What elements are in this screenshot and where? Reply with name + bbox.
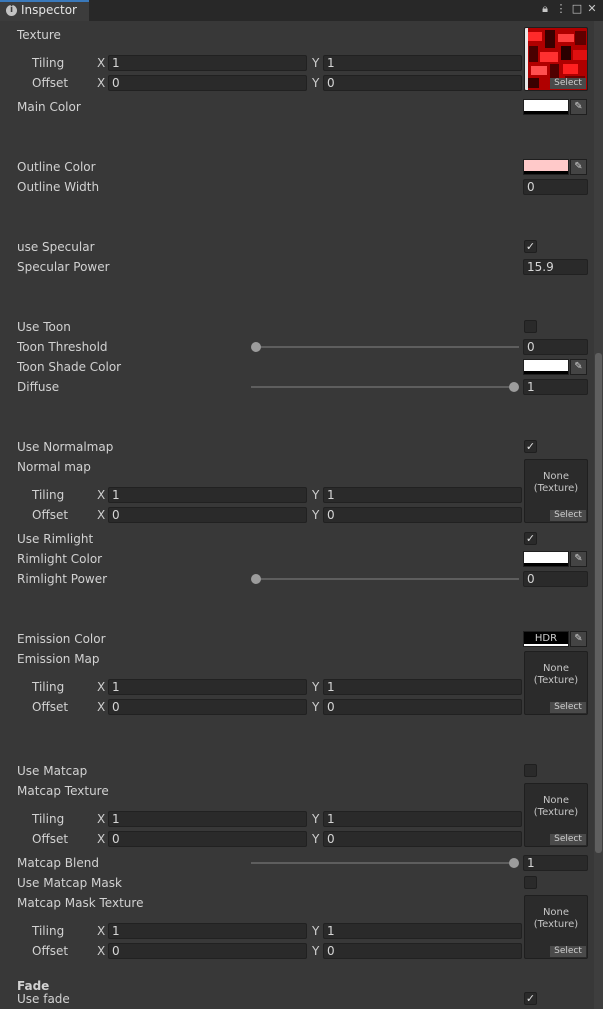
main-color-swatch[interactable]: [523, 99, 569, 115]
eyedropper-icon[interactable]: ✎: [570, 159, 587, 175]
use-specular-label: use Specular: [17, 240, 95, 254]
toon-threshold-field[interactable]: 0: [523, 339, 588, 355]
alpha-bar: [524, 171, 568, 174]
matcap-tiling-y-field[interactable]: 1: [323, 811, 522, 827]
toon-shade-color-label: Toon Shade Color: [17, 360, 122, 374]
vertical-scrollbar[interactable]: [594, 21, 603, 1009]
use-matcap-label: Use Matcap: [17, 764, 88, 778]
axis-y-label: Y: [312, 508, 320, 522]
axis-x-label: X: [97, 56, 106, 70]
matcap-mask-texture-slot[interactable]: [524, 895, 588, 959]
alpha-bar: [524, 563, 568, 566]
diffuse-slider-thumb[interactable]: [509, 382, 519, 392]
use-matcap-mask-label: Use Matcap Mask: [17, 876, 122, 890]
tiling-label: Tiling: [32, 924, 65, 938]
alpha-bar: [524, 111, 568, 114]
emission-tiling-x-field[interactable]: 1: [108, 679, 307, 695]
emission-offset-x-field[interactable]: 0: [108, 699, 307, 715]
none-texture-text: [525, 907, 587, 931]
matcap-blend-slider-thumb[interactable]: [509, 858, 519, 868]
texture-tiling-x-field[interactable]: 1: [108, 55, 307, 71]
scrollbar-thumb[interactable]: [595, 353, 602, 853]
none-texture-text: [525, 795, 587, 819]
axis-x-label: X: [97, 832, 106, 846]
none-texture-line: None (Texture): [533, 471, 579, 494]
offset-label: Offset: [32, 700, 69, 714]
eyedropper-icon[interactable]: ✎: [570, 359, 587, 375]
toon-threshold-slider-track[interactable]: [256, 346, 519, 348]
emission-map-label: Emission Map: [17, 652, 100, 666]
use-fade-label: Use fade: [17, 992, 70, 1006]
tab-inspector[interactable]: [0, 0, 89, 21]
main-color-label: Main Color: [17, 100, 81, 114]
use-toon-label: Use Toon: [17, 320, 71, 334]
eyedropper-icon[interactable]: ✎: [570, 631, 587, 647]
matcap-tiling-x-field[interactable]: 1: [108, 811, 307, 827]
matcap-blend-label: Matcap Blend: [17, 856, 99, 870]
axis-y-label: Y: [312, 56, 320, 70]
alpha-bar: [524, 644, 568, 646]
axis-x-label: X: [97, 508, 106, 522]
offset-label: Offset: [32, 832, 69, 846]
hdr-label: HDR: [534, 633, 558, 644]
specular-power-label: Specular Power: [17, 260, 110, 274]
axis-y-label: Y: [312, 488, 320, 502]
texture-offset-y-field[interactable]: 0: [323, 75, 522, 91]
fade-header: Fade: [17, 979, 50, 993]
tiling-label: Tiling: [32, 488, 65, 502]
axis-x-label: X: [97, 76, 106, 90]
texture-select-button[interactable]: Select: [550, 78, 586, 89]
toon-shade-color-swatch[interactable]: [523, 359, 569, 375]
matcap-offset-y-field[interactable]: 0: [323, 831, 522, 847]
offset-label: Offset: [32, 508, 69, 522]
normalmap-offset-x-field[interactable]: 0: [108, 507, 307, 523]
toon-threshold-label: Toon Threshold: [17, 340, 108, 354]
toon-threshold-slider-thumb[interactable]: [251, 342, 261, 352]
rimlight-power-field[interactable]: 0: [523, 571, 588, 587]
offset-label: Offset: [32, 76, 69, 90]
emission-map-texture-slot[interactable]: [524, 651, 588, 715]
axis-x-label: X: [97, 812, 106, 826]
none-texture-line: None (Texture): [533, 663, 579, 686]
close-icon[interactable]: ✕: [587, 2, 597, 15]
use-matcap-checkbox[interactable]: [524, 764, 537, 777]
texture-thumbnail[interactable]: [524, 27, 588, 91]
texture-offset-x-field[interactable]: 0: [108, 75, 307, 91]
axis-y-label: Y: [312, 76, 320, 90]
none-texture-text: [525, 663, 587, 687]
outline-color-swatch[interactable]: [523, 159, 569, 175]
eyedropper-icon[interactable]: ✎: [570, 551, 587, 567]
tab-bar: [0, 0, 603, 21]
outline-width-field[interactable]: 0: [523, 179, 588, 195]
emission-map-select-button[interactable]: Select: [550, 702, 586, 713]
matcap-blend-field[interactable]: 1: [523, 855, 588, 871]
maximize-icon[interactable]: □: [571, 2, 583, 15]
rimlight-color-label: Rimlight Color: [17, 552, 103, 566]
texture-tiling-y-field[interactable]: 1: [323, 55, 522, 71]
use-specular-checkbox[interactable]: ✓: [525, 240, 536, 253]
axis-x-label: X: [97, 488, 106, 502]
axis-x-label: X: [97, 924, 106, 938]
normal-map-select-button[interactable]: Select: [550, 510, 586, 521]
matcap-blend-slider-track[interactable]: [251, 862, 514, 864]
diffuse-field[interactable]: 1: [523, 379, 588, 395]
axis-y-label: Y: [312, 924, 320, 938]
axis-y-label: Y: [312, 832, 320, 846]
diffuse-label: Diffuse: [17, 380, 60, 394]
emission-tiling-y-field[interactable]: 1: [323, 679, 522, 695]
axis-x-label: X: [97, 700, 106, 714]
matcap-mask-tiling-x-field[interactable]: 1: [108, 923, 307, 939]
axis-y-label: Y: [312, 680, 320, 694]
use-normalmap-label: Use Normalmap: [17, 440, 114, 454]
outline-color-label: Outline Color: [17, 160, 96, 174]
axis-x-label: X: [97, 944, 106, 958]
emission-offset-y-field[interactable]: 0: [323, 699, 522, 715]
matcap-offset-x-field[interactable]: 0: [108, 831, 307, 847]
use-rimlight-checkbox[interactable]: ✓: [525, 532, 536, 545]
emission-color-swatch[interactable]: [523, 631, 569, 647]
use-normalmap-checkbox[interactable]: ✓: [525, 440, 536, 453]
tab-title: Inspector: [21, 3, 77, 17]
matcap-mask-offset-x-field[interactable]: 0: [108, 943, 307, 959]
use-toon-checkbox[interactable]: [524, 320, 537, 333]
axis-x-label: X: [97, 680, 106, 694]
axis-y-label: Y: [312, 944, 320, 958]
matcap-texture-slot[interactable]: [524, 783, 588, 847]
tiling-label: Tiling: [32, 56, 65, 70]
normalmap-tiling-y-field[interactable]: 1: [323, 487, 522, 503]
use-rimlight-label: Use Rimlight: [17, 532, 94, 546]
emission-color-label: Emission Color: [17, 632, 106, 646]
eyedropper-icon[interactable]: ✎: [570, 99, 587, 115]
normalmap-tiling-x-field[interactable]: 1: [108, 487, 307, 503]
axis-y-label: Y: [312, 700, 320, 714]
offset-label: Offset: [32, 944, 69, 958]
axis-y-label: Y: [312, 812, 320, 826]
normal-map-texture-slot[interactable]: [524, 459, 588, 523]
specular-power-field[interactable]: 15.9: [523, 259, 588, 275]
rimlight-color-swatch[interactable]: [523, 551, 569, 567]
matcap-mask-tiling-y-field[interactable]: 1: [323, 923, 522, 939]
kebab-menu-icon[interactable]: ⋮: [555, 2, 567, 15]
matcap-mask-texture-label: Matcap Mask Texture: [17, 896, 144, 910]
diffuse-slider-track[interactable]: [251, 386, 514, 388]
normal-map-label: Normal map: [17, 460, 91, 474]
use-matcap-mask-checkbox[interactable]: [524, 876, 537, 889]
matcap-mask-select-button[interactable]: Select: [550, 946, 586, 957]
normalmap-offset-y-field[interactable]: 0: [323, 507, 522, 523]
none-texture-text: [525, 471, 587, 495]
none-texture-line: None (Texture): [533, 795, 579, 818]
rimlight-power-slider-track[interactable]: [256, 578, 519, 580]
matcap-mask-offset-y-field[interactable]: 0: [323, 943, 522, 959]
rimlight-power-label: Rimlight Power: [17, 572, 108, 586]
rimlight-power-slider-thumb[interactable]: [251, 574, 261, 584]
tiling-label: Tiling: [32, 680, 65, 694]
texture-label: Texture: [17, 28, 61, 42]
matcap-texture-label: Matcap Texture: [17, 784, 109, 798]
matcap-select-button[interactable]: Select: [550, 834, 586, 845]
lock-icon[interactable]: 🔒︎: [542, 2, 548, 15]
none-texture-line: None (Texture): [533, 907, 579, 930]
tiling-label: Tiling: [32, 812, 65, 826]
outline-width-label: Outline Width: [17, 180, 100, 194]
alpha-bar: [524, 371, 568, 374]
use-fade-checkbox[interactable]: ✓: [525, 992, 536, 1005]
info-icon: i: [6, 5, 17, 16]
